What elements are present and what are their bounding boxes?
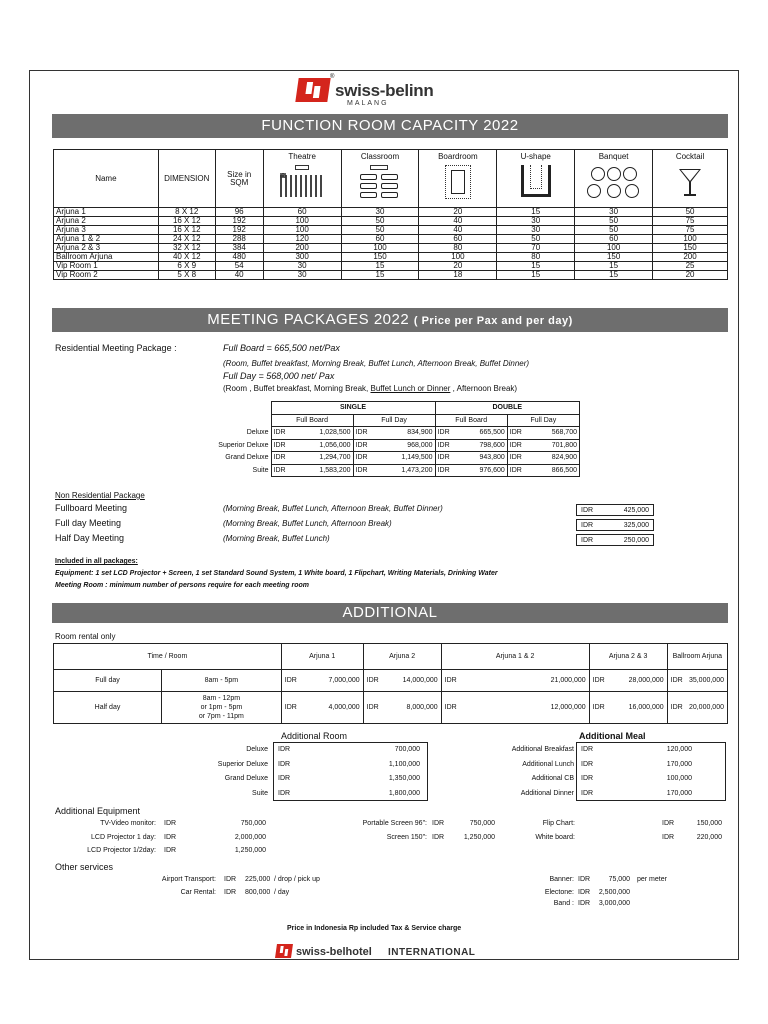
rental-half-day-row: Half day 8am - 12pm or 1pm - 5pm or 7pm - 11pm IDR 4,000,000 IDR 8,000,000 IDR 12,000,000 IDR 16,000,000 IDR 20,000,000 [54, 692, 728, 724]
capacity-cell: 150 [341, 253, 419, 262]
price-value: 834,900 [375, 427, 435, 440]
price-value: 1,583,200 [293, 464, 353, 477]
capacity-cell: 8 X 12 [158, 208, 215, 217]
rental-full-day-row: Full day 8am - 5pm IDR 7,000,000 IDR 14,000,000 IDR 21,000,000 IDR 28,000,000 IDR 35,000,000 [54, 670, 728, 692]
rental-arjuna1-header: Arjuna 1 [281, 644, 363, 670]
equipment-title: Additional Equipment [55, 806, 141, 816]
capacity-cell: 60 [341, 235, 419, 244]
capacity-cell: 96 [215, 208, 263, 217]
theatre-layout-icon [280, 165, 324, 199]
add-room-row: Deluxe IDR 700,000 [246, 746, 420, 753]
capacity-cell: 300 [263, 253, 341, 262]
non-res-price-box: IDR 250,000 [576, 534, 654, 546]
non-res-title: Non Residential Package [55, 491, 145, 500]
capacity-cell: 60 [419, 235, 497, 244]
capacity-cell: 288 [215, 235, 263, 244]
price-value: 1,028,500 [293, 427, 353, 440]
price-value: 824,900 [529, 452, 579, 465]
full-board-price: Full Board = 665,500 net/Pax [223, 343, 340, 353]
capacity-row [54, 253, 728, 262]
capacity-cell: 15 [497, 262, 575, 271]
rental-ballroom-header: Ballroom Arjuna [667, 644, 727, 670]
band-service: Band : IDR 3,000,000 [553, 900, 630, 907]
currency-label: IDR [507, 452, 529, 465]
footer-brand-intl: INTERNATIONAL [388, 947, 476, 958]
non-res-price-box: IDR 425,000 [576, 504, 654, 516]
capacity-cell: 50 [575, 226, 653, 235]
price-value: 968,000 [375, 439, 435, 452]
currency-label: IDR [353, 427, 375, 440]
rental-arjuna2-header: Arjuna 2 [363, 644, 441, 670]
price-value: 1,294,700 [293, 452, 353, 465]
capacity-cell: 25 [653, 262, 728, 271]
add-room-row: Suite IDR 1,800,000 [252, 789, 420, 797]
col-cocktail: Cocktail [653, 150, 728, 208]
price-value: 943,800 [457, 452, 507, 465]
price-value: 1,149,500 [375, 452, 435, 465]
capacity-cell: 20 [419, 208, 497, 217]
capacity-cell: 15 [497, 271, 575, 280]
rental-time-header: Time / Room [54, 644, 282, 670]
equipment-item: Flip Chart: IDR 150,000 [542, 820, 722, 827]
capacity-cell: 30 [575, 208, 653, 217]
capacity-cell: 100 [341, 244, 419, 253]
capacity-cell: 30 [341, 208, 419, 217]
included-title: Included in all packages: [55, 558, 138, 565]
currency-label: IDR [353, 439, 375, 452]
room-type: Deluxe [246, 429, 269, 437]
footer-brand-name: swiss-belhotel [296, 946, 372, 958]
capacity-cell: 16 X 12 [158, 226, 215, 235]
col-dimension: DIMENSION [158, 150, 215, 208]
capacity-row [54, 235, 728, 244]
residential-price-table [203, 401, 580, 477]
price-value: 701,800 [529, 439, 579, 452]
capacity-cell: 40 [419, 217, 497, 226]
capacity-cell: 15 [341, 271, 419, 280]
capacity-row [54, 208, 728, 217]
price-value: 568,700 [529, 427, 579, 440]
equipment-item: TV-Video monitor: IDR 750,000 [100, 820, 266, 827]
capacity-table [53, 149, 728, 280]
airport-transport: Airport Transport: IDR 225,000 / drop / pick up [161, 876, 320, 883]
capacity-cell: 20 [419, 262, 497, 271]
classroom-layout-icon [360, 165, 400, 199]
capacity-row [54, 217, 728, 226]
capacity-cell: 40 [215, 271, 263, 280]
price-value: 1,473,200 [375, 464, 435, 477]
col-classroom: Classroom [341, 150, 419, 208]
capacity-cell: 50 [575, 217, 653, 226]
residential-row [203, 464, 580, 477]
add-meal-row: Additional Lunch IDR 170,000 [522, 760, 692, 768]
add-room-title: Additional Room [281, 731, 348, 741]
full-board-desc: (Room, Buffet breakfast, Morning Break, Buffet Lunch, Afternoon Break, Buffet Dinner) [223, 359, 530, 368]
full-day-desc: (Room , Buffet breakfast, Morning Break, Buffet Lunch or Dinner , Afternoon Break) [223, 384, 518, 393]
add-room-row: Superior Deluxe IDR 1,100,000 [217, 760, 420, 768]
brand-mark-icon [295, 78, 330, 102]
currency-label: IDR [507, 427, 529, 440]
capacity-cell: 32 X 12 [158, 244, 215, 253]
capacity-cell: 15 [575, 262, 653, 271]
col-name: Name [54, 150, 159, 208]
currency-label: IDR [271, 464, 293, 477]
capacity-cell: Arjuna 2 [54, 217, 159, 226]
residential-row [203, 427, 580, 440]
capacity-cell: 30 [497, 217, 575, 226]
capacity-cell: 70 [497, 244, 575, 253]
capacity-cell: 100 [263, 217, 341, 226]
capacity-cell: Arjuna 3 [54, 226, 159, 235]
residential-row [203, 452, 580, 465]
currency-label: IDR [507, 464, 529, 477]
brand-logo [297, 76, 467, 110]
capacity-cell: Vip Room 2 [54, 271, 159, 280]
capacity-cell: 100 [653, 235, 728, 244]
capacity-cell: 60 [263, 208, 341, 217]
capacity-cell: 120 [263, 235, 341, 244]
capacity-cell: 30 [263, 262, 341, 271]
add-meal-row: Additional Dinner IDR 170,000 [520, 789, 692, 797]
cocktail-glass-icon [679, 165, 701, 199]
capacity-cell: 54 [215, 262, 263, 271]
car-rental: Car Rental: IDR 800,000 / day [180, 889, 290, 896]
capacity-cell: 100 [263, 226, 341, 235]
non-res-name: Half Day Meeting [55, 533, 125, 543]
room-type: Superior Deluxe [218, 441, 269, 449]
capacity-cell: 50 [341, 217, 419, 226]
brand-name: swiss-belinn [335, 81, 434, 100]
capacity-row [54, 262, 728, 271]
footer-note: Price in Indonesia Rp included Tax & Service charge [287, 925, 462, 932]
capacity-cell: 15 [341, 262, 419, 271]
capacity-cell: 80 [419, 244, 497, 253]
capacity-cell: 200 [263, 244, 341, 253]
rental-table [53, 643, 728, 724]
equipment-item: LCD Projector 1/2day: IDR 1,250,000 [87, 847, 266, 854]
equipment-item: Screen 150": IDR 1,250,000 [386, 833, 495, 841]
capacity-cell: Ballroom Arjuna [54, 253, 159, 262]
col-banquet: Banquet [575, 150, 653, 208]
capacity-cell: 40 X 12 [158, 253, 215, 262]
currency-label: IDR [507, 439, 529, 452]
add-meal-title: Additional Meal [579, 731, 646, 741]
currency-label: IDR [353, 452, 375, 465]
col-boardroom: Boardroom [419, 150, 497, 208]
capacity-cell: 50 [497, 235, 575, 244]
capacity-cell: 192 [215, 226, 263, 235]
capacity-cell: 480 [215, 253, 263, 262]
col-ushape: U-shape [497, 150, 575, 208]
capacity-cell: 15 [575, 271, 653, 280]
ushape-layout-icon [521, 165, 551, 197]
currency-label: IDR [435, 464, 457, 477]
col-size: Size in SQM [215, 150, 263, 208]
single-fb-header: Full Board [271, 414, 353, 427]
capacity-cell: 15 [497, 208, 575, 217]
rental-title: Room rental only [55, 632, 116, 641]
additional-section-title: ADDITIONAL [52, 603, 728, 623]
equipment-item: White board: IDR 220,000 [535, 833, 722, 841]
included-meeting-room: Meeting Room : minimum number of persons require for each meeting room [55, 582, 309, 589]
capacity-row [54, 226, 728, 235]
footer-logo [276, 942, 506, 962]
currency-label: IDR [435, 427, 457, 440]
currency-label: IDR [271, 439, 293, 452]
price-value: 798,600 [457, 439, 507, 452]
capacity-cell: Arjuna 1 [54, 208, 159, 217]
currency-label: IDR [271, 452, 293, 465]
footer-brand-mark-icon [275, 944, 293, 958]
capacity-cell: 75 [653, 217, 728, 226]
capacity-cell: 200 [653, 253, 728, 262]
capacity-cell: 50 [653, 208, 728, 217]
capacity-cell: 40 [419, 226, 497, 235]
currency-label: IDR [435, 452, 457, 465]
capacity-cell: 16 X 12 [158, 217, 215, 226]
residential-label: Residential Meeting Package : [55, 343, 177, 353]
single-header: SINGLE [271, 402, 435, 415]
capacity-cell: Vip Room 1 [54, 262, 159, 271]
banquet-layout-icon [587, 165, 641, 201]
non-res-desc: (Morning Break, Buffet Lunch) [223, 534, 330, 543]
equipment-item: Portable Screen 96": IDR 750,000 [362, 820, 495, 827]
add-room-row: Grand Deluxe IDR 1,350,000 [224, 775, 420, 782]
non-res-name: Fullboard Meeting [55, 503, 128, 513]
col-theatre: Theatre [263, 150, 341, 208]
add-meal-row: Additional Breakfast IDR 120,000 [511, 746, 692, 753]
capacity-cell: 75 [653, 226, 728, 235]
currency-label: IDR [435, 439, 457, 452]
included-equipment: Equipment: 1 set LCD Projector + Screen, 1 set Standard Sound System, 1 White board, 1 Flipchart, Writing Materials, Drinking Water [55, 570, 498, 577]
double-fb-header: Full Board [435, 414, 507, 427]
double-fd-header: Full Day [507, 414, 579, 427]
capacity-cell: 60 [575, 235, 653, 244]
brand-tm: ® [330, 74, 335, 80]
non-res-desc: (Morning Break, Buffet Lunch, Afternoon Break, Buffet Dinner) [223, 504, 443, 513]
capacity-row [54, 271, 728, 280]
capacity-cell: 18 [419, 271, 497, 280]
double-header: DOUBLE [435, 402, 579, 415]
capacity-cell: 192 [215, 217, 263, 226]
price-value: 1,056,000 [293, 439, 353, 452]
capacity-cell: 80 [497, 253, 575, 262]
brand-location: MALANG [347, 100, 389, 107]
other-title: Other services [55, 862, 114, 872]
capacity-cell: 5 X 8 [158, 271, 215, 280]
capacity-cell: Arjuna 1 & 2 [54, 235, 159, 244]
banner-service: Banner: IDR 75,000 per meter [549, 876, 667, 883]
capacity-cell: 30 [497, 226, 575, 235]
non-res-price-box: IDR 325,000 [576, 519, 654, 531]
non-res-desc: (Morning Break, Buffet Lunch, Afternoon Break) [223, 519, 392, 528]
capacity-cell: 24 X 12 [158, 235, 215, 244]
capacity-row [54, 244, 728, 253]
packages-section-title: MEETING PACKAGES 2022 ( Price per Pax and per day) [52, 308, 728, 332]
room-type: Grand Deluxe [225, 454, 269, 462]
rental-arjuna12-header: Arjuna 1 & 2 [441, 644, 589, 670]
add-meal-row: Additional CB IDR 100,000 [531, 775, 692, 782]
single-fd-header: Full Day [353, 414, 435, 427]
non-res-name: Full day Meeting [55, 518, 122, 528]
currency-label: IDR [271, 427, 293, 440]
boardroom-layout-icon [445, 165, 471, 199]
capacity-cell: 100 [419, 253, 497, 262]
residential-row [203, 439, 580, 452]
capacity-cell: 150 [653, 244, 728, 253]
capacity-cell: 6 X 9 [158, 262, 215, 271]
capacity-cell: 384 [215, 244, 263, 253]
full-day-price: Full Day = 568,000 net/ Pax [223, 371, 335, 381]
rental-arjuna23-header: Arjuna 2 & 3 [589, 644, 667, 670]
electone-service: Electone: IDR 2,500,000 [544, 889, 630, 896]
price-value: 866,500 [529, 464, 579, 477]
capacity-section-title: FUNCTION ROOM CAPACITY 2022 [52, 114, 728, 138]
capacity-cell: 100 [575, 244, 653, 253]
capacity-cell: 50 [341, 226, 419, 235]
capacity-cell: 20 [653, 271, 728, 280]
currency-label: IDR [353, 464, 375, 477]
capacity-cell: Arjuna 2 & 3 [54, 244, 159, 253]
capacity-cell: 150 [575, 253, 653, 262]
equipment-item: LCD Projector 1 day: IDR 2,000,000 [91, 833, 266, 841]
price-value: 976,600 [457, 464, 507, 477]
price-value: 665,500 [457, 427, 507, 440]
capacity-cell: 30 [263, 271, 341, 280]
room-type: Suite [252, 466, 269, 474]
